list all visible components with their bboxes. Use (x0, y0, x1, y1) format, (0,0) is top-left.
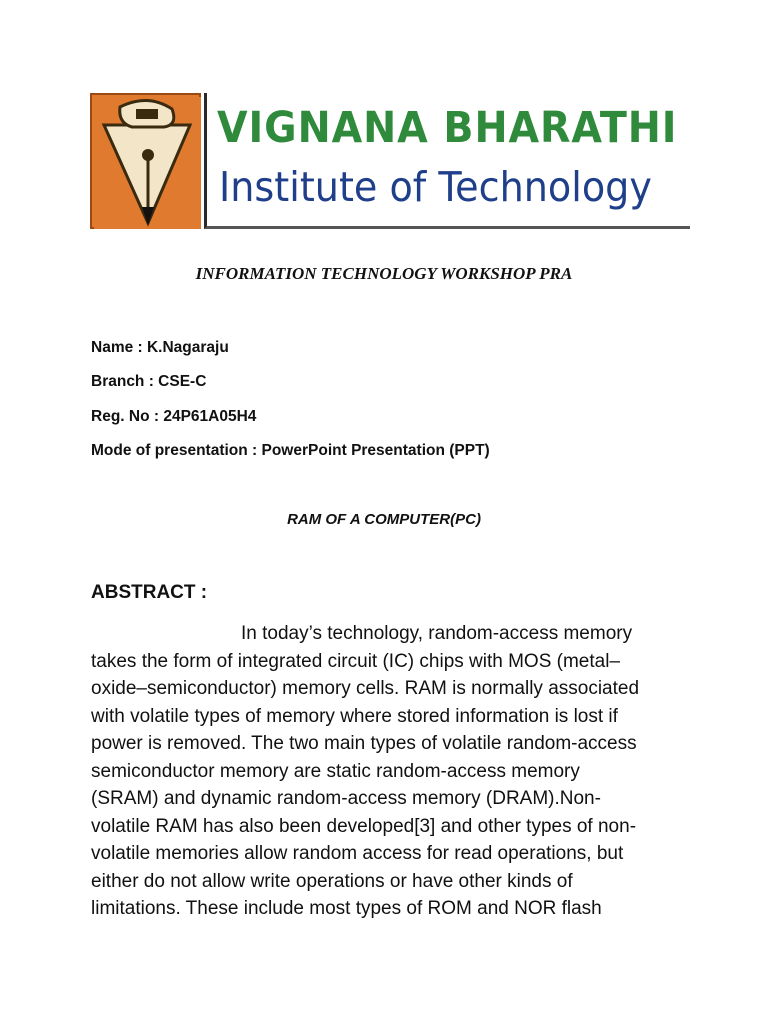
abstract-line: with volatile types of memory where stored information is lost if (91, 705, 618, 727)
abstract-line: oxide–semiconductor) memory cells. RAM is normally associated (91, 678, 640, 699)
logo-institute-subtitle: Institute of Technology (219, 163, 652, 211)
logo-text-panel (204, 93, 690, 229)
pen-nib-emblem-icon (90, 93, 201, 229)
abstract-paragraph (91, 620, 691, 923)
abstract-line: volatile RAM has also been developed[3] and other types of non- (91, 815, 637, 837)
abstract-line: (SRAM) and dynamic random-access memory (DRAM).Non- (91, 788, 601, 809)
abstract-line: semiconductor memory are static random-access memory (91, 760, 580, 782)
abstract-line: In today’s technology, random-access memory (241, 623, 633, 644)
institute-logo-banner (90, 93, 690, 229)
abstract-line: power is removed. The two main types of volatile random-access (91, 733, 637, 754)
presentation-mode: Mode of presentation : PowerPoint Presentation (PPT) (91, 442, 490, 459)
abstract-heading: ABSTRACT : (91, 582, 208, 603)
abstract-line: limitations. These include most types of ROM and NOR flash (91, 898, 602, 919)
student-name: Name : K.Nagaraju (91, 339, 229, 356)
abstract-line: either do not allow write operations or have other kinds of (91, 870, 573, 892)
student-branch: Branch : CSE-C (91, 373, 207, 390)
topic-heading: RAM OF A COMPUTER(PC) (287, 511, 481, 528)
abstract-line: volatile memories allow random access for read operations, but (91, 843, 624, 864)
abstract-line: takes the form of integrated circuit (IC) chips with MOS (metal– (91, 650, 621, 672)
logo-institute-name: VIGNANA BHARATHI (217, 103, 678, 153)
registration-number: Reg. No : 24P61A05H4 (91, 408, 257, 425)
document-title: INFORMATION TECHNOLOGY WORKSHOP PRA (195, 264, 573, 283)
